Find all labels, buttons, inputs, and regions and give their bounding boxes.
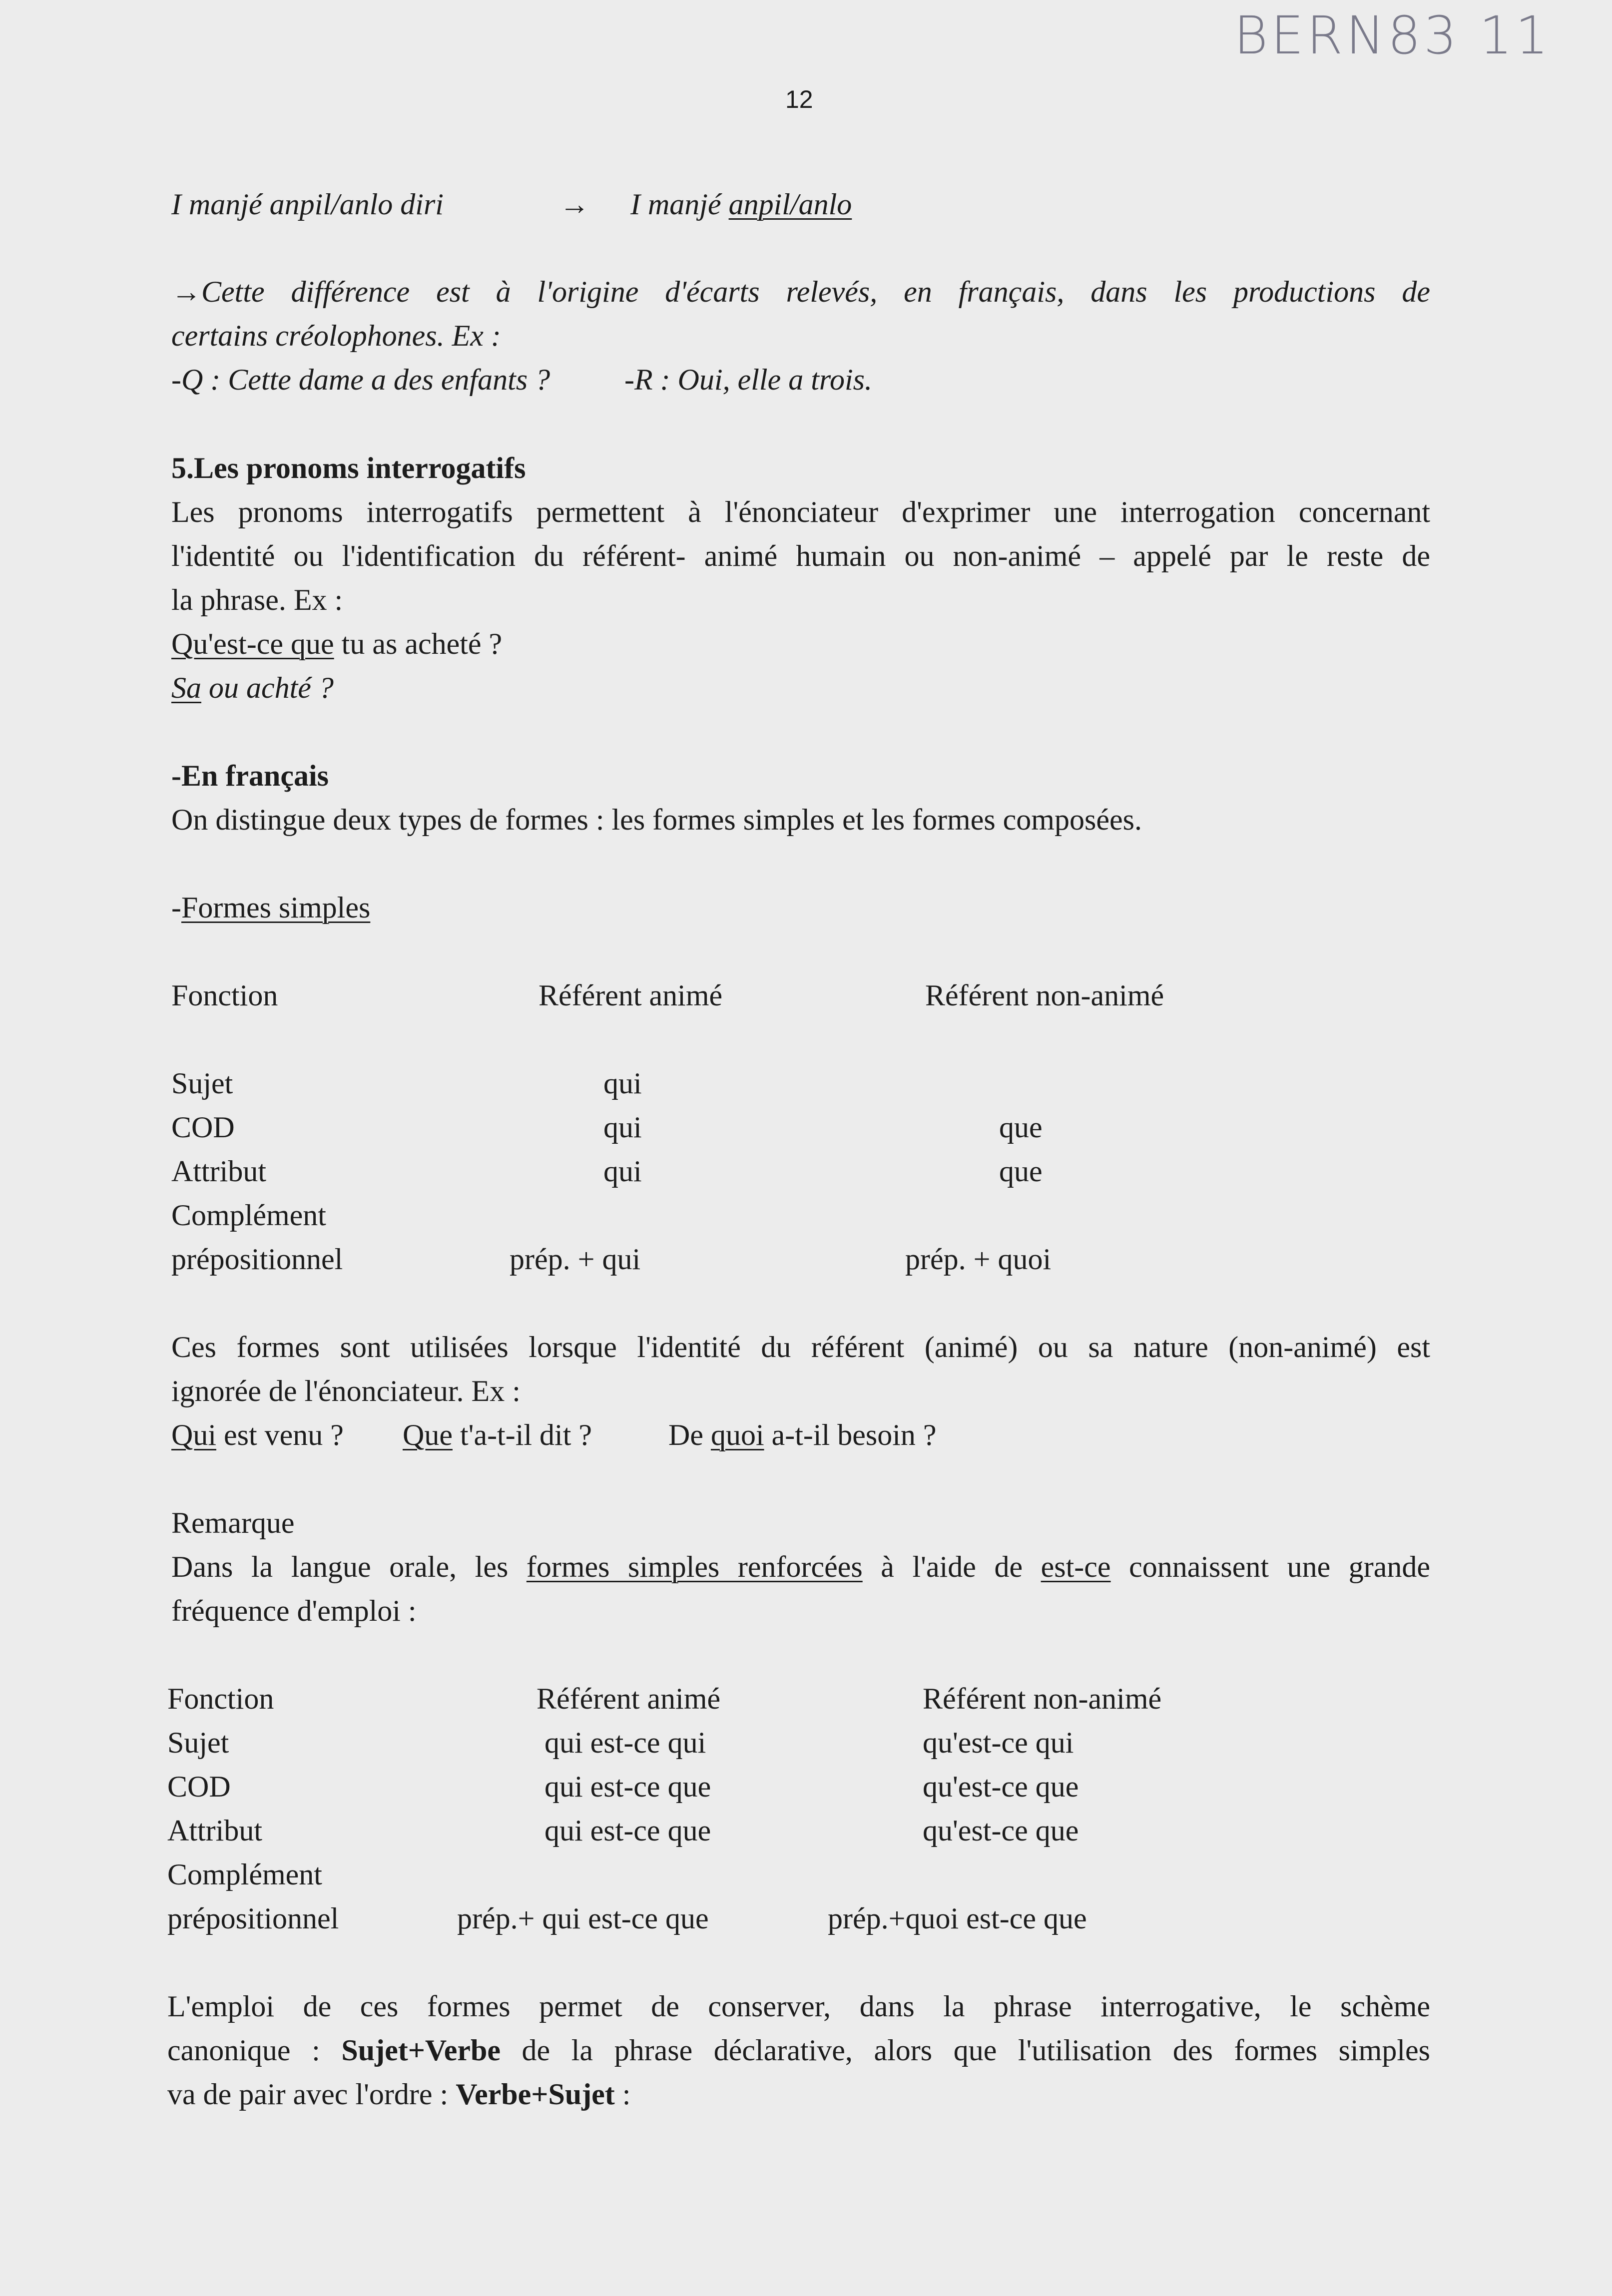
table-cell: prépositionnel <box>171 1243 343 1276</box>
table-cell: Sujet <box>167 1726 229 1759</box>
table-header: Référent animé <box>538 979 723 1012</box>
example-right: I manjé anpil/anlo <box>630 188 852 221</box>
table-cell: COD <box>171 1111 235 1144</box>
table-cell: qui est-ce qui <box>544 1726 706 1759</box>
example-left: I manjé anpil/anlo diri <box>171 188 444 221</box>
table-cell: que <box>999 1111 1043 1144</box>
handwritten-reference: BERN83 11 <box>1234 5 1552 66</box>
table-cell: Complément <box>171 1199 326 1232</box>
formes-simples-title: -Formes simples <box>171 891 371 924</box>
example-question: -Q : Cette dame a des enfants ? <box>171 363 550 396</box>
table-cell: qui est-ce que <box>544 1814 711 1847</box>
conclusion-paragraph: L'emploi de ces formes permet de conserver, dans la phrase interrogative, le schème canonique : Sujet+Verbe de la phrase déclarative, alors que l'utilisation des formes simples va de pair avec l'ordre : Verbe+Sujet : <box>167 1990 1431 2111</box>
usage-example-3: De quoi a-t-il besoin ? <box>668 1418 937 1451</box>
table-cell: Attribut <box>167 1814 262 1847</box>
table-cell: qu'est-ce qui <box>923 1726 1074 1759</box>
table-cell: qui est-ce que <box>544 1770 711 1803</box>
intro-text: On distingue deux types de formes : les formes simples et les formes composées. <box>171 803 1142 836</box>
table-cell: prép. + quoi <box>905 1243 1052 1276</box>
table-cell: que <box>999 1155 1043 1188</box>
section-paragraph: Les pronoms interrogatifs permettent à l'énonciateur d'exprimer une interrogation concernant l'identité ou l'identification du référent- animé humain ou non-animé – appelé par le reste de la phrase. Ex : <box>171 495 1430 616</box>
usage-example-1: Qui est venu ? <box>171 1418 344 1451</box>
example-creole: Sa ou achté ? <box>171 671 334 704</box>
note-paragraph: →Cette différence est à l'origine d'écarts relevés, en français, dans les productions de certains créolophones. Ex : <box>171 275 1430 352</box>
formes-renforcees-table <box>0 1677 1612 1941</box>
remarque-paragraph: Dans la langue orale, les formes simples renforcées à l'aide de est-ce connaissent une grande fréquence d'emploi : <box>171 1550 1431 1627</box>
arrow-icon: → <box>559 188 589 221</box>
table-cell: prép.+ qui est-ce que <box>457 1902 709 1935</box>
table-cell: Attribut <box>171 1155 266 1188</box>
table-header: Fonction <box>167 1682 274 1715</box>
remarque-title: Remarque <box>171 1506 295 1539</box>
page-number: 12 <box>785 85 813 113</box>
table-header: Fonction <box>171 979 278 1012</box>
table-header: Référent non-animé <box>923 1682 1162 1715</box>
formes-simples-table <box>0 973 1612 1276</box>
table-cell: qui <box>603 1067 642 1100</box>
table-cell: qu'est-ce que <box>923 1770 1079 1803</box>
table-cell: Sujet <box>171 1067 233 1100</box>
example-answer: -R : Oui, elle a trois. <box>624 363 873 396</box>
table-cell: prép.+quoi est-ce que <box>828 1902 1087 1935</box>
table-cell: qu'est-ce que <box>923 1814 1079 1847</box>
usage-paragraph: Ces formes sont utilisées lorsque l'identité du référent (animé) ou sa nature (non-animé) est ignorée de l'énonciateur. Ex : <box>171 1331 1430 1407</box>
example-french: Qu'est-ce que tu as acheté ? <box>171 627 503 660</box>
table-cell: COD <box>167 1770 231 1803</box>
table-header: Référent animé <box>537 1682 721 1715</box>
section-heading: 5.Les pronoms interrogatifs <box>171 452 526 484</box>
table-cell: prép. + qui <box>510 1243 641 1276</box>
subsection-heading: -En français <box>171 759 329 792</box>
table-cell: prépositionnel <box>167 1902 339 1935</box>
table-header: Référent non-animé <box>925 979 1164 1012</box>
usage-example-2: Que t'a-t-il dit ? <box>403 1418 592 1451</box>
table-cell: qui <box>603 1155 642 1188</box>
table-cell: qui <box>603 1111 642 1144</box>
table-cell: Complément <box>167 1858 322 1891</box>
